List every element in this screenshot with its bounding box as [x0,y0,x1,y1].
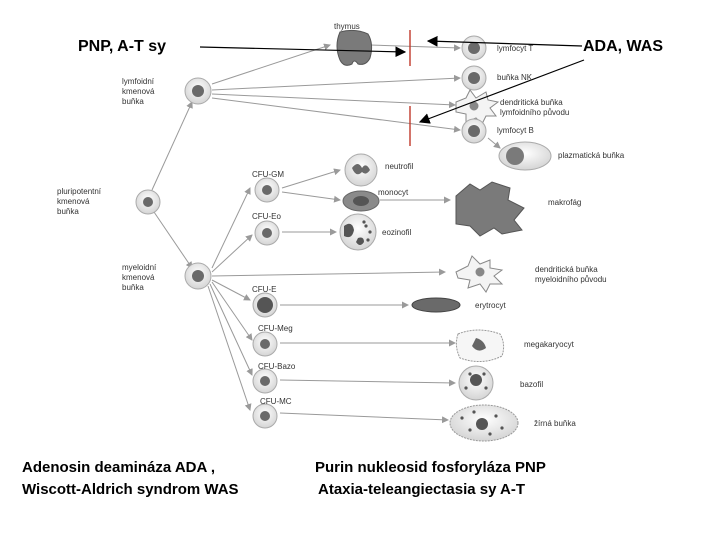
cfu-gm-cell [255,178,279,202]
label-lymphoid-stem-2: kmenová [122,87,155,96]
label-neutrophil: neutrofil [385,162,414,171]
cfu-eo-cell [255,221,279,245]
erythrocyte-cell [412,298,460,312]
label-cfu-mc: CFU-MC [260,397,292,406]
label-cfu-meg: CFU-Meg [258,324,293,333]
label-dendritic-lymphoid-2: lymfoidního původu [500,108,570,117]
label-dendritic-myeloid-1: dendritická buňka [535,265,598,274]
label-lymphoid-stem-1: lymfoidní [122,77,155,86]
dendritic-myeloid-cell [456,256,502,292]
annotation-ada-was: ADA, WAS [583,38,663,55]
label-thymus: thymus [334,22,360,31]
thymus-shape [337,30,372,65]
label-monocyte: monocyt [378,188,409,197]
cfu-bazo-cell [253,369,277,393]
label-lymphoid-stem-3: buňka [122,97,144,106]
legend-at: Ataxia-teleangiectasia sy A-T [318,481,526,498]
lymphoid-stem-cell [185,78,211,104]
label-dendritic-lymphoid-1: dendritická buňka [500,98,563,107]
label-cfu-eo: CFU-Eo [252,212,281,221]
label-dendritic-myeloid-2: myeloidního původu [535,275,607,284]
label-pluripotent-3: buňka [57,207,79,216]
mast-cell [450,405,518,441]
nk-cell [462,66,486,90]
pluripotent-stem-cell [136,190,160,214]
label-basophil: bazofil [520,380,544,389]
megakaryocyte-cell [456,330,503,362]
plasma-cell [499,142,551,170]
monocyte-cell [343,191,379,211]
label-mast-cell: žírná buňka [534,419,576,428]
label-erythrocyte: erytrocyt [475,301,506,310]
basophil-cell [459,366,493,400]
label-plasma-cell: plazmatická buňka [558,151,625,160]
neutrophil-cell [345,154,377,186]
myeloid-stem-cell [185,263,211,289]
t-lymphocyte-cell [462,36,486,60]
legend-was: Wiscott-Aldrich syndrom WAS [22,481,239,498]
label-myeloid-stem-1: myeloidní [122,263,157,272]
cfu-mc-cell [253,404,277,428]
label-macrophage: makrofág [548,198,582,207]
label-b-lymphocyte: lymfocyt B [497,126,534,135]
label-t-lymphocyte: lymfocyt T [497,44,534,53]
label-pluripotent-1: pluripotentní [57,187,102,196]
macrophage-cell [456,182,524,236]
label-cfu-e: CFU-E [252,285,277,294]
label-myeloid-stem-3: buňka [122,283,144,292]
legend-ada: Adenosin deamináza ADA , [22,459,216,476]
label-cfu-bazo: CFU-Bazo [258,362,296,371]
label-cfu-gm: CFU-GM [252,170,284,179]
legend-pnp: Purin nukleosid fosforyláza PNP [315,459,546,476]
label-eosinophil: eozinofil [382,228,412,237]
cfu-e-cell [253,293,277,317]
eosinophil-cell [340,214,376,250]
label-myeloid-stem-2: kmenová [122,273,155,282]
cfu-meg-cell [253,332,277,356]
label-nk-cell: buňka NK [497,73,533,82]
b-lymphocyte-cell [462,119,486,143]
label-pluripotent-2: kmenová [57,197,90,206]
annotation-pnp-at: PNP, A-T sy [78,38,167,55]
progenitor-cells [136,78,279,428]
label-megakaryocyte: megakaryocyt [524,340,574,349]
